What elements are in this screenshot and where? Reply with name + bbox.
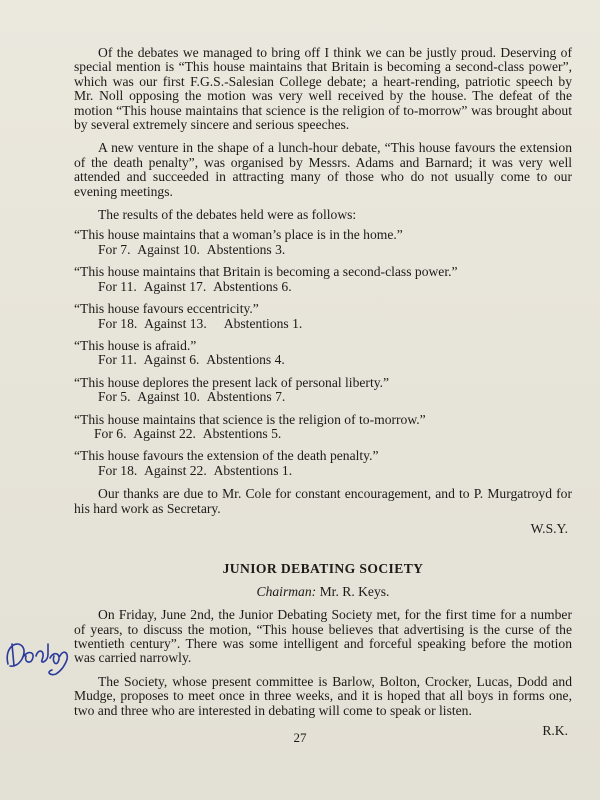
results-intro: The results of the debates held were as follows: (98, 207, 357, 223)
result-motion: “This house maintains that a woman’s place is in the home.” (74, 227, 403, 243)
chairman-line (74, 585, 572, 599)
chairman-label: Chairman: (256, 583, 317, 599)
result-for: For 5. (98, 389, 131, 405)
thanks-paragraph: Our thanks are due to Mr. Cole for constant encouragement, and to P. Murgatroyd for his hard work as Secretary. (74, 486, 572, 516)
result-against: Against 6. (143, 352, 200, 368)
result-for: For 11. (98, 278, 137, 294)
section-heading: JUNIOR DEBATING SOCIETY (222, 561, 424, 577)
result-motion: “This house favours the extension of the death penalty.” (74, 448, 379, 464)
result-against: Against 22. (133, 425, 196, 441)
junior-paragraph-2: The Society, whose present committee is Barlow, Bolton, Crocker, Lucas, Dodd and Mudge, proposes to meet once in three weeks, and it is hoped that all boys in forms one, two and three who are interested in debating will come to speak or listen. (74, 673, 572, 718)
result-for: For 7. (98, 241, 131, 257)
result-motion: “This house maintains that science is the religion of to-morrow.” (74, 411, 426, 427)
result-motion: “This house deplores the present lack of personal liberty.” (74, 374, 390, 390)
result-abstentions: Abstentions 3. (206, 241, 286, 257)
result-abstentions: Abstentions 1. (223, 315, 303, 331)
result-item (74, 302, 572, 331)
page-number: 27 (293, 730, 307, 745)
senior-paragraph-2: A new venture in the shape of a lunch-hour debate, “This house favours the extension of the death penalty”, was organised by Messrs. Adams and Barnard; it was very well attended and succeeded in attracting many of those who do not usually come to our evening meetings. (74, 140, 572, 199)
result-abstentions: Abstentions 7. (206, 389, 286, 405)
result-item (74, 413, 572, 442)
result-item (74, 339, 572, 368)
results-list (74, 228, 572, 478)
result-motion: “This house favours eccentricity.” (74, 301, 259, 317)
result-item (74, 265, 572, 294)
result-abstentions: Abstentions 4. (206, 352, 285, 368)
senior-paragraph-1: Of the debates we managed to bring off I think we can be justly proud. Deserving of special mention is “This house maintains that Britain is becoming a second-class power”, which was our first F.G.S.-Salesian College debate; a heart-rending, patriotic speech by Mr. Noll opposing the motion was very well received by the house. The defeat of the motion “This house maintains that science is the religion of to-morrow” was brought about by several extremely sincere and serious speeches. (74, 45, 572, 133)
result-against: Against 10. (137, 241, 200, 257)
result-item (74, 228, 572, 257)
result-against: Against 10. (137, 389, 200, 405)
senior-signature: W.S.Y. (530, 520, 568, 536)
result-for: For 18. (98, 462, 138, 478)
result-for: For 6. (94, 425, 127, 441)
junior-signature: R.K. (542, 723, 568, 739)
chairman-name: Mr. R. Keys. (319, 583, 390, 599)
result-against: Against 13. (144, 315, 207, 331)
result-for: For 18. (98, 315, 138, 331)
result-motion: “This house is afraid.” (74, 337, 197, 353)
result-abstentions: Abstentions 5. (202, 425, 282, 441)
result-item (74, 376, 572, 405)
result-item (74, 449, 572, 478)
text-column (74, 46, 572, 738)
result-motion: “This house maintains that Britain is becoming a second-class power.” (74, 264, 458, 280)
junior-paragraph-1: On Friday, June 2nd, the Junior Debating Society met, for the first time for a number of years, to discuss the motion, “This house believes that advertising is the curse of the twentieth century”. There was some intelligent and forceful speaking before the motion was carried narrowly. (74, 607, 572, 666)
result-abstentions: Abstentions 1. (213, 462, 293, 478)
result-abstentions: Abstentions 6. (213, 278, 292, 294)
result-for: For 11. (98, 352, 137, 368)
result-against: Against 17. (143, 278, 207, 294)
result-against: Against 22. (144, 462, 207, 478)
handwritten-signature (2, 634, 74, 678)
